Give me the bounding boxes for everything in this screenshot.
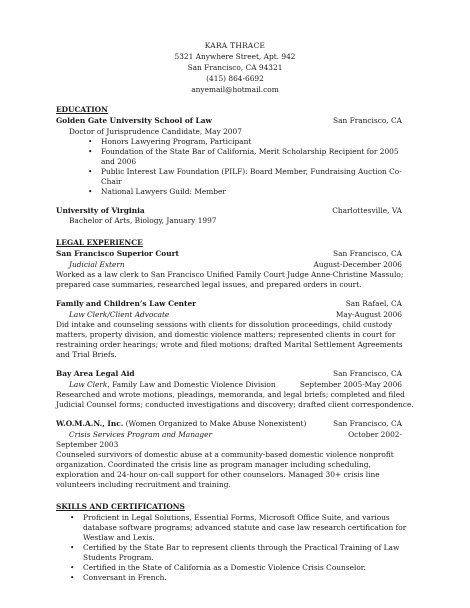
- list-item: • Foundation of the State Bar of California, Merit Scholarship Recipient for 2005 and 2006: [88, 147, 414, 167]
- list-item: • Public Interest Law Foundation (PILF): Board Member, Fundraising Auction Co-Chair: [88, 167, 414, 187]
- list-item: • Conversant in French.: [70, 573, 414, 583]
- employer-name: Bay Area Legal Aid: [56, 369, 135, 378]
- job-dates: October 2002-: [348, 429, 402, 439]
- job-title: Law Clerk/Client Advocate: [69, 309, 170, 319]
- job-dates-continued: September 2003: [56, 440, 119, 449]
- job-description: Counseled survivors of domestic abuse at a community-based domestic violence nonprofit organization. Coordinated the crisis line as program manager including scheduling, exploration and 24-hour on-call support for other counselors. Managed 30+ crisis line volunteers including recruitment and training.: [56, 450, 394, 489]
- employer-name: San Francisco Superior Court: [56, 249, 179, 258]
- school-name: Golden Gate University School of Law: [56, 116, 212, 125]
- education-entry: [56, 116, 414, 197]
- experience-heading: LEGAL EXPERIENCE: [56, 238, 143, 247]
- job-title: Judicial Extern: [69, 259, 125, 269]
- job-description: Worked as a law clerk to San Francisco Unified Family Court Judge Anne-Christine Massulo; prepared case summaries, researched legal issues, and prepared orders in court.: [56, 270, 404, 289]
- job-description: Researched and wrote motions, pleadings, memoranda, and legal briefs; completed and filed Judicial Counsel forms; conducted investigations and discovery; drafted client correspondence.: [56, 390, 414, 409]
- experience-entry: [56, 249, 414, 290]
- skills-bullet-list: [70, 513, 414, 583]
- street-address: 5321 Anywhere Street, Apt. 942: [174, 52, 296, 61]
- education-bullet-list: [88, 137, 414, 197]
- school-location: San Francisco, CA: [333, 116, 402, 125]
- list-item: • Certified by the State Bar to represent clients through the Practical Training of Law Students Program.: [70, 543, 414, 563]
- email-address[interactable]: anyemail@hotmail.com: [191, 85, 279, 94]
- degree: Doctor of Jurisprudence Candidate, May 2007: [69, 126, 242, 136]
- employer-location: San Francisco, CA: [333, 369, 402, 378]
- education-entry: [56, 206, 414, 227]
- job-dates: September 2005-May 2006: [299, 379, 402, 389]
- employer-location: San Rafael, CA: [345, 299, 402, 308]
- candidate-name: KARA THRACE: [204, 41, 266, 50]
- phone-number: (415) 864-6692: [206, 74, 264, 83]
- list-item: • National Lawyers Guild: Member: [88, 187, 414, 197]
- degree: Bachelor of Arts, Biology, January 1997: [69, 216, 217, 225]
- skills-heading: SKILLS AND CERTIFICATIONS: [56, 502, 185, 511]
- job-dates: August-December 2006: [313, 259, 402, 269]
- list-item: • Honors Lawyering Program, Participant: [88, 137, 414, 147]
- employer-name: W.O.M.A.N., Inc.: [56, 419, 124, 428]
- school-location: Charlottesville, VA: [332, 205, 402, 215]
- contact-header: [56, 40, 414, 95]
- job-dates: May-August 2006: [335, 309, 402, 319]
- job-description: Did intake and counseling sessions with clients for dissolution proceedings, child custody matters, property division, and domestic violence matters; represented clients in court for restraining order hearings; wrote and filed motions; drafted Marital Settlement Agreements and Trial Briefs.: [56, 320, 403, 359]
- experience-entry: [56, 419, 414, 490]
- job-title: Law Clerk: [69, 379, 108, 389]
- list-item: • Certified in the State of California as a Domestic Violence Crisis Counselor.: [70, 563, 414, 573]
- job-division: , Family Law and Domestic Violence Division: [107, 379, 276, 389]
- employer-name: Family and Children’s Law Center: [56, 299, 197, 308]
- employer-location: San Francisco, CA: [333, 249, 402, 258]
- education-heading: EDUCATION: [56, 105, 108, 114]
- school-name: University of Virginia: [56, 205, 145, 215]
- experience-entry: [56, 299, 414, 360]
- employer-full-name: (Women Organized to Make Abuse Nonexistent): [123, 419, 307, 428]
- employer-location: San Francisco, CA: [333, 419, 402, 428]
- experience-entry: [56, 369, 414, 410]
- job-title: Crisis Services Program and Manager: [69, 429, 213, 439]
- city-state-zip: San Francisco, CA 94321: [187, 63, 283, 72]
- list-item: • Proficient in Legal Solutions, Essential Forms, Microsoft Office Suite, and various database software programs; advanced statute and case law research certification for Westlaw and Lexis.: [70, 513, 414, 543]
